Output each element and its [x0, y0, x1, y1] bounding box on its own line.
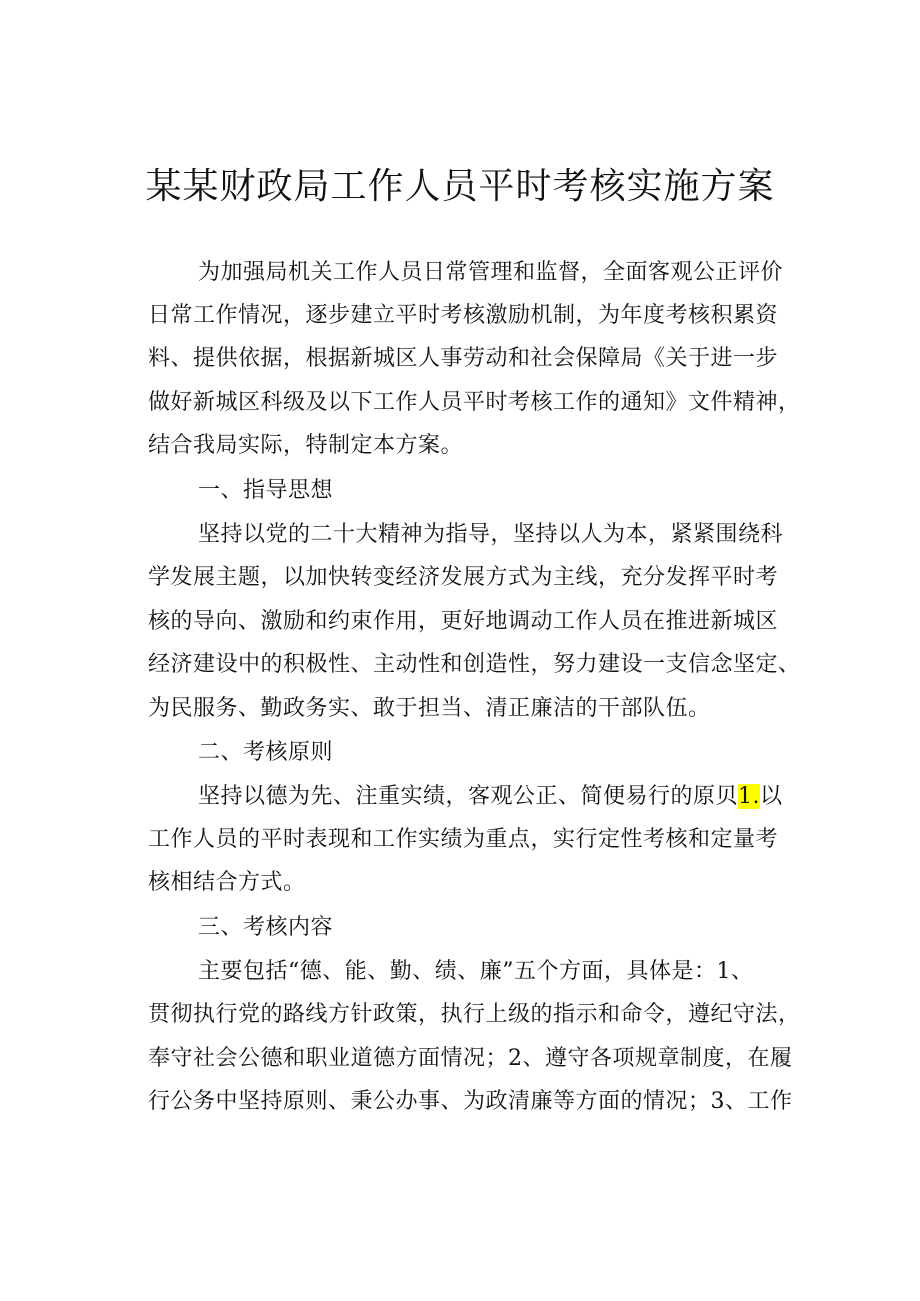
section3-line-4: 行公务中坚持原则、秉公办事、为政清廉等方面的情况；3、工作 — [148, 1089, 793, 1114]
section1-line-5: 为民服务、勤政务实、敢于担当、清正廉洁的干部队伍。 — [148, 696, 711, 721]
section1-line-3: 核的导向、激励和约束作用，更好地调动工作人员在推进新城区 — [148, 609, 779, 634]
section-heading-guiding-ideology: 一、指导思想 — [198, 478, 334, 503]
section2-line-2: 工作人员的平时表现和工作实绩为重点，实行定性考核和定量考 — [148, 827, 779, 852]
highlighted-text: 1. — [738, 784, 761, 809]
intro-line-3: 料、提供依据，根据新城区人事劳动和社会保障局《关于进一步 — [148, 346, 779, 371]
section2-line-1-tail: 以 — [760, 784, 783, 809]
section-heading-principles: 二、考核原则 — [198, 740, 334, 765]
intro-line-5: 结合我局实际，特制定本方案。 — [148, 433, 464, 458]
section3-line-3: 奉守社会公德和职业道德方面情况；2、遵守各项规章制度，在履 — [148, 1046, 793, 1071]
intro-line-1: 为加强局机关工作人员日常管理和监督，全面客观公正评价 — [198, 260, 784, 285]
section1-line-2: 学发展主题，以加快转变经济发展方式为主线，充分发挥平时考 — [148, 565, 779, 590]
section1-line-4: 经济建设中的积极性、主动性和创造性，努力建设一支信念坚定、 — [148, 652, 801, 677]
document-title: 某某财政局工作人员平时考核实施方案 — [145, 166, 775, 207]
section2-line-1 — [198, 782, 783, 812]
section1-line-1: 坚持以党的二十大精神为指导，坚持以人为本，紧紧围绕科 — [198, 522, 784, 547]
section2-line-3: 核相结合方式。 — [148, 870, 306, 895]
intro-line-2: 日常工作情况，逐步建立平时考核激励机制，为年度考核积累资 — [148, 303, 779, 328]
section3-line-2: 贯彻执行党的路线方针政策，执行上级的指示和命令，遵纪守法， — [148, 1002, 801, 1027]
section2-line-1-text: 坚持以德为先、注重实绩，客观公正、简便易行的原贝 — [198, 784, 739, 809]
intro-line-4: 做好新城区科级及以下工作人员平时考核工作的通知》文件精神， — [148, 390, 801, 415]
section3-line-1: 主要包括“德、能、勤、绩、廉”五个方面，具体是：1、 — [198, 959, 754, 984]
section-heading-content: 三、考核内容 — [198, 915, 334, 940]
